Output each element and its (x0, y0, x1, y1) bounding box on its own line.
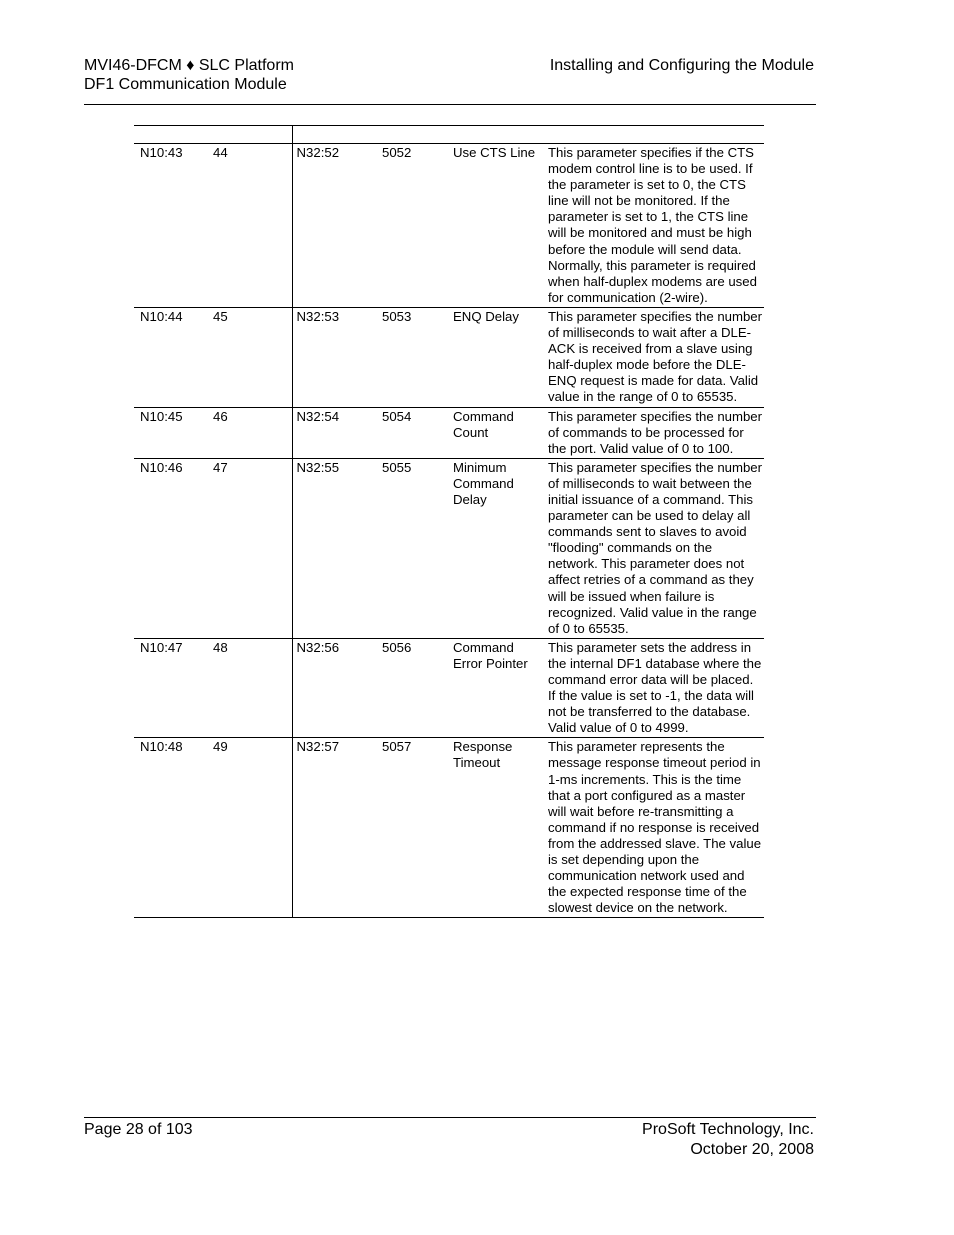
footer-date: October 20, 2008 (690, 1141, 814, 1158)
parameter-table (134, 125, 764, 918)
cell-n32-address: N32:52 (292, 144, 376, 308)
table-row (134, 458, 764, 638)
cell-n10-address: N10:47 (134, 638, 207, 738)
cell-word-offset: 46 (207, 407, 292, 458)
table-row (134, 638, 764, 738)
cell-module-register: 5057 (376, 738, 447, 918)
page-number: Page 28 of 103 (84, 1121, 193, 1138)
cell-description: This parameter specifies the number of milliseconds to wait after a DLE-ACK is received from a slave using half-duplex mode before the DLE-ENQ request is made for data. Valid value in the range of 0 to 65535. (542, 307, 764, 407)
cell-parameter-name: Response Timeout (447, 738, 542, 918)
cell-parameter-name: ENQ Delay (447, 307, 542, 407)
cell-parameter-name: Command Count (447, 407, 542, 458)
cell-word-offset: 44 (207, 144, 292, 308)
cell-n10-address: N10:48 (134, 738, 207, 918)
cell-word-offset: 48 (207, 638, 292, 738)
header-rule (84, 104, 816, 105)
header-module: DF1 Communication Module (84, 76, 287, 93)
cell-parameter-name: Use CTS Line (447, 144, 542, 308)
header-section-title: Installing and Configuring the Module (549, 57, 814, 74)
cell-module-register: 5052 (376, 144, 447, 308)
cell-n10-address: N10:43 (134, 144, 207, 308)
cell-module-register: 5055 (376, 458, 447, 638)
cell-n32-address: N32:55 (292, 458, 376, 638)
header-cell-left (134, 126, 292, 144)
cell-description: This parameter sets the address in the internal DF1 database where the command error data will be placed. If the value is set to -1, the data will not be transferred to the database. Valid value of 0 to 4999. (542, 638, 764, 738)
footer-company: ProSoft Technology, Inc. (642, 1121, 814, 1138)
table-row (134, 144, 764, 308)
cell-n32-address: N32:56 (292, 638, 376, 738)
cell-description: This parameter specifies the number of milliseconds to wait between the initial issuance of a command. This parameter can be used to delay all commands sent to slaves to avoid "flooding" commands on the network. This parameter does not affect retries of a command as they will be issued when failure is recognized. Valid value in the range of 0 to 65535. (542, 458, 764, 638)
table-row (134, 407, 764, 458)
cell-module-register: 5056 (376, 638, 447, 738)
cell-word-offset: 45 (207, 307, 292, 407)
table-row (134, 307, 764, 407)
header-cell-right (292, 126, 764, 144)
cell-n32-address: N32:54 (292, 407, 376, 458)
cell-parameter-name: Minimum Command Delay (447, 458, 542, 638)
parameter-table-wrapper (134, 125, 764, 918)
footer-right (642, 1120, 814, 1160)
cell-word-offset: 47 (207, 458, 292, 638)
cell-module-register: 5054 (376, 407, 447, 458)
cell-n10-address: N10:45 (134, 407, 207, 458)
cell-n32-address: N32:53 (292, 307, 376, 407)
cell-description: This parameter specifies if the CTS modem control line is to be used. If the parameter is set to 0, the CTS line will not be monitored. If the parameter is set to 1, the CTS line will be monitored and must be high before the module will send data. Normally, this parameter is required when half-duplex modems are used for communication (2-wire). (542, 144, 764, 308)
cell-n10-address: N10:44 (134, 307, 207, 407)
cell-n32-address: N32:57 (292, 738, 376, 918)
table-row (134, 738, 764, 918)
cell-n10-address: N10:46 (134, 458, 207, 638)
footer-rule (84, 1117, 816, 1118)
table-header-row (134, 126, 764, 144)
cell-module-register: 5053 (376, 307, 447, 407)
header-product: MVI46-DFCM ♦ SLC Platform (84, 57, 294, 74)
cell-word-offset: 49 (207, 738, 292, 918)
cell-description: This parameter represents the message response timeout period in 1-ms increments. This is the time that a port configured as a master will wait before re-transmitting a command if no response is received from the addressed slave. The value is set depending upon the communication network used and the expected response time of the slowest device on the network. (542, 738, 764, 918)
cell-parameter-name: Command Error Pointer (447, 638, 542, 738)
header-left (84, 56, 294, 94)
cell-description: This parameter specifies the number of commands to be processed for the port. Valid value of 0 to 100. (542, 407, 764, 458)
